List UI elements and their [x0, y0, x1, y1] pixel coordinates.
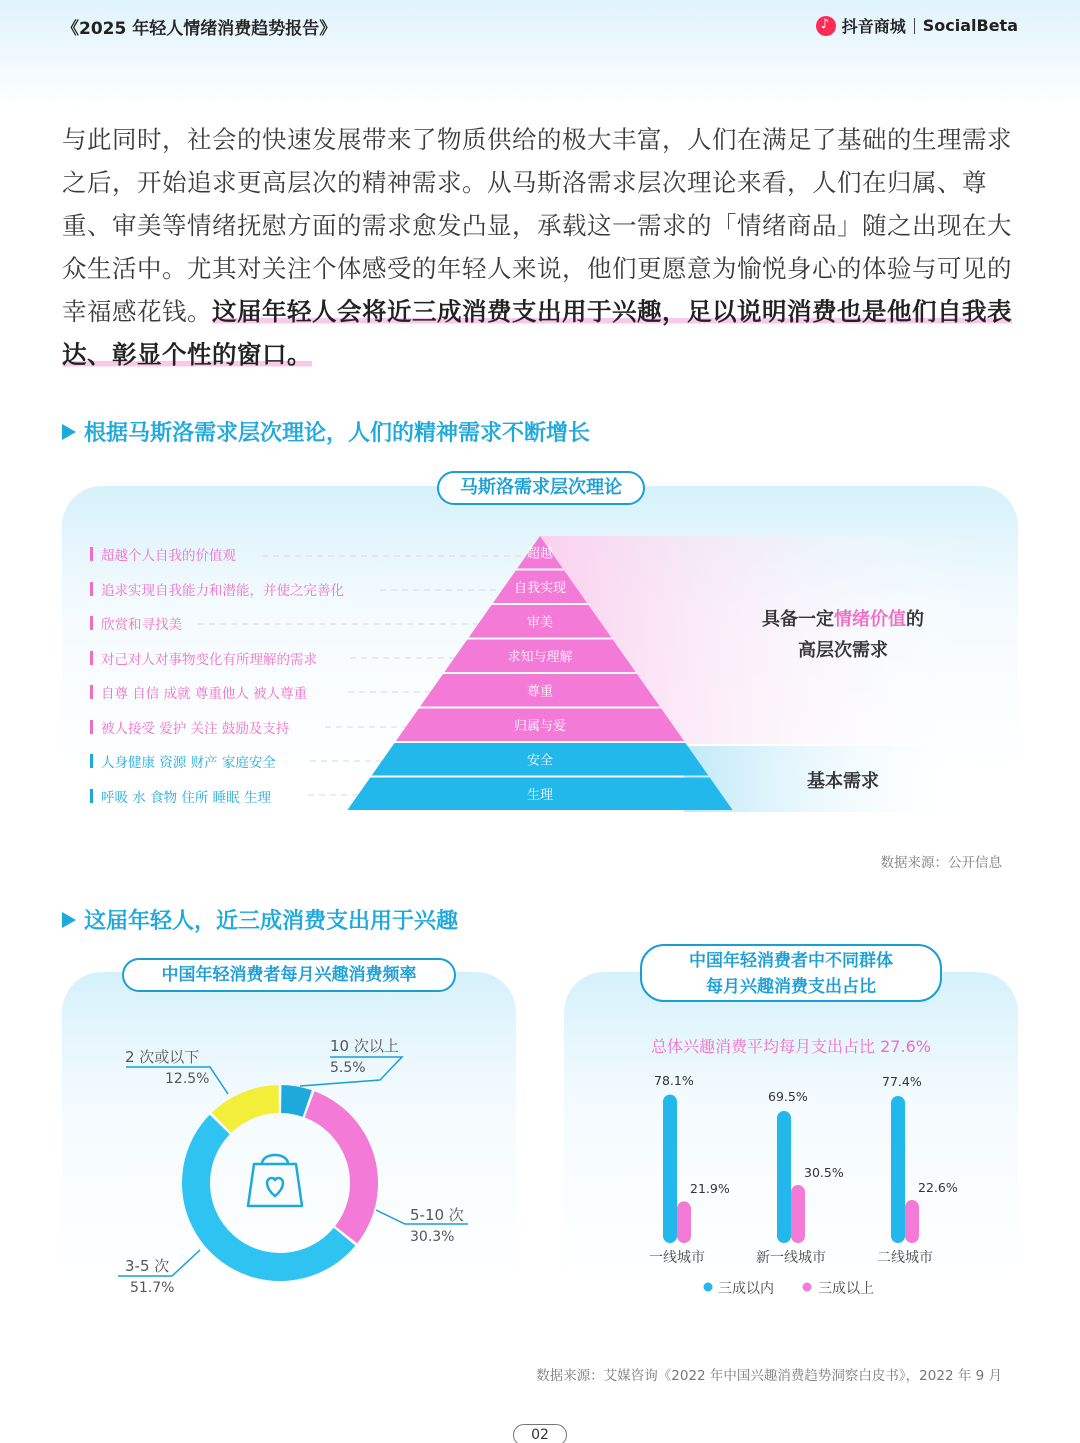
high-need-line2: 高层次需求 [798, 640, 888, 661]
pyramid-layer-label: 审美 [526, 615, 554, 631]
level-description-text: 呼吸 水 食物 住所 睡眠 生理 [101, 789, 271, 806]
high-need-emotional-value: 情绪价值 [834, 609, 906, 630]
high-need-text-2: 的 [906, 609, 924, 630]
level-description-text: 欣赏和寻找美 [101, 617, 182, 634]
bar-value-label: 78.1% [654, 1072, 694, 1088]
source-note-1: 数据来源：公开信息 [880, 855, 1002, 871]
level-description-text: 超越个人自我的价值观 [101, 548, 236, 565]
donut-category-10-plus: 10 次以上 [330, 1037, 399, 1055]
frequency-pill-title: 中国年轻消费者每月兴趣消费频率 [122, 958, 456, 992]
bar-1-0 [777, 1111, 791, 1243]
bar-category-label: 新一线城市 [756, 1250, 826, 1266]
intro-highlight: 这届年轻人会将近三成消费支出用于兴趣，足以说明消费也是他们自我表达、彰显个性的窗口。 [62, 297, 1012, 369]
spending-subtitle: 总体兴趣消费平均每月支出占比 27.6% [651, 1037, 931, 1056]
pyramid-layer-label: 生理 [526, 787, 554, 803]
donut-value-5-10: 30.3% [410, 1229, 455, 1245]
source-note-2: 数据来源：艾媒咨询《2022 年中国兴趣消费趋势洞察白皮书》，2022 年 9 月 [536, 1368, 1002, 1384]
level-description-text: 追求实现自我能力和潜能，并使之完善化 [101, 582, 344, 599]
bar-value-label: 21.9% [690, 1181, 730, 1197]
level-description-text: 人身健康 资源 财产 家庭安全 [101, 755, 276, 772]
spending-pill-line2: 每月兴趣消费支出占比 [706, 977, 876, 997]
bar-category-label: 二线城市 [877, 1250, 933, 1266]
donut-value-2-or-less: 12.5% [165, 1071, 210, 1087]
legend-label-within-30: 三成以内 [718, 1281, 774, 1297]
section-title-text: 这届年轻人，近三成消费支出用于兴趣 [84, 909, 459, 934]
brand-socialbeta: SocialBeta [922, 16, 1018, 35]
donut-value-3-5: 51.7% [130, 1280, 175, 1296]
level-description-text: 被人接受 爱护 关注 鼓励及支持 [101, 720, 290, 737]
bar-category-label: 一线城市 [649, 1250, 705, 1266]
page-number: 02 [513, 1424, 567, 1443]
legend-dot-over-30 [803, 1283, 812, 1292]
donut-category-5-10: 5-10 次 [410, 1206, 464, 1224]
bar-value-label: 77.4% [882, 1073, 922, 1089]
bar-value-label: 22.6% [918, 1180, 958, 1196]
legend-dot-within-30 [704, 1283, 713, 1292]
brand-douyin-mall: 抖音商城 [841, 17, 906, 36]
bar-0-1 [677, 1201, 691, 1243]
bar-marks [663, 1095, 919, 1243]
bar-value-label: 69.5% [768, 1088, 808, 1104]
bar-1-1 [791, 1185, 805, 1243]
pyramid-layer-label: 求知与理解 [507, 649, 573, 665]
pyramid-layer-label: 归属与爱 [513, 718, 567, 734]
level-description-text: 自尊 自信 成就 尊重他人 被人尊重 [101, 686, 308, 703]
bar-0-0 [663, 1095, 677, 1243]
donut-category-2-or-less: 2 次或以下 [125, 1048, 200, 1066]
basic-need-label: 基本需求 [807, 771, 879, 792]
spending-pill-line1: 中国年轻消费者中不同群体 [689, 951, 893, 971]
pyramid-layer-label: 自我实现 [513, 580, 567, 596]
high-need-text-1: 具备一定 [762, 609, 834, 630]
pyramid-layer-label: 超越 [526, 546, 554, 562]
pyramid-layer-label: 安全 [526, 753, 554, 769]
intro-text: 与此同时，社会的快速发展带来了物质供给的极大丰富，人们在满足了基础的生理需求之后，开始追求更高层次的精神需求。从马斯洛需求层次理论来看，人们在归属、尊重、审美等情绪抚慰方面的需求愈发凸显，承载这一需求的「情绪商品」随之出现在大众生活中。尤其对关注个体感受的年轻人来说，他们更愿意为愉悦身心的体验与可见的幸福感花钱。 [62, 125, 1012, 326]
donut-category-3-5: 3-5 次 [125, 1257, 170, 1275]
document-title: 《2025 年轻人情绪消费趋势报告》 [62, 19, 337, 39]
legend-label-over-30: 三成以上 [818, 1281, 874, 1297]
bar-2-1 [905, 1200, 919, 1243]
donut-value-10-plus: 5.5% [330, 1060, 366, 1076]
bar-value-label: 30.5% [804, 1165, 844, 1181]
section-title-text: 根据马斯洛需求层次理论，人们的精神需求不断增长 [84, 421, 591, 446]
level-description-text: 对己对人对事物变化有所理解的需求 [101, 651, 317, 668]
pyramid-layer-label: 尊重 [526, 684, 554, 700]
maslow-pill-title: 马斯洛需求层次理论 [437, 471, 645, 505]
bar-2-0 [891, 1096, 905, 1243]
